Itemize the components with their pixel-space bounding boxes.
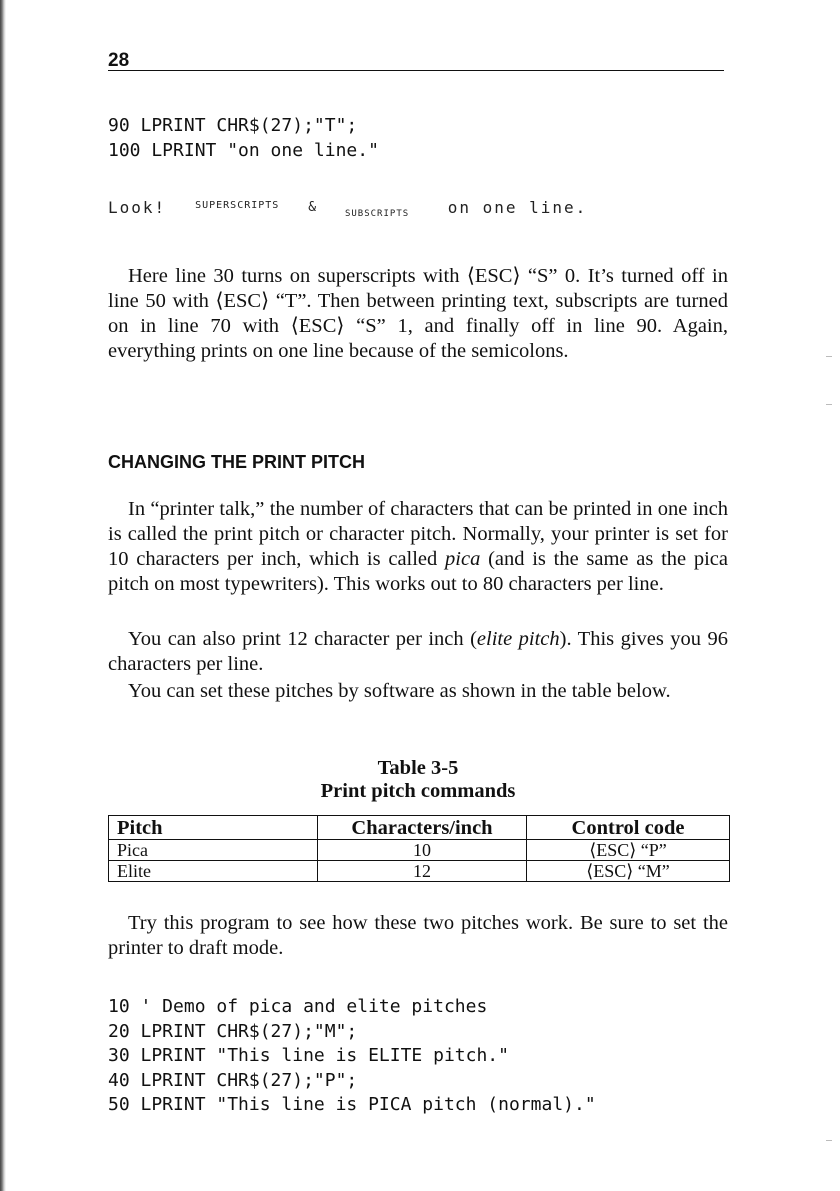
paragraph-text: You can also print 12 character per inch ( bbox=[128, 628, 477, 650]
paragraph-text: ). This gives you 96 characters per line. bbox=[108, 628, 728, 675]
italic-term-pica: pica bbox=[445, 548, 481, 570]
italic-term-elite: elite pitch bbox=[476, 628, 560, 650]
code-line: 20 LPRINT CHR$(27);"M"; bbox=[108, 1020, 358, 1042]
table-caption-title: Print pitch commands bbox=[320, 780, 516, 802]
table-cell: Elite bbox=[109, 861, 318, 882]
code-block-2 bbox=[108, 995, 596, 1118]
dot-output-look: Look! bbox=[108, 198, 167, 217]
table-header-cell: Pitch bbox=[109, 816, 318, 840]
table-row bbox=[109, 840, 730, 861]
page-number: 28 bbox=[108, 50, 130, 71]
table-cell: ⟨ESC⟩ “M” bbox=[527, 861, 730, 882]
paragraph-elite bbox=[108, 627, 728, 677]
table-cell: 12 bbox=[318, 861, 527, 882]
table-cell: Pica bbox=[109, 840, 318, 861]
table-header-cell: Control code bbox=[527, 816, 730, 840]
table-cell: 10 bbox=[318, 840, 527, 861]
code-line: 10 ' Demo of pica and elite pitches bbox=[108, 996, 488, 1017]
table-cell: ⟨ESC⟩ “P” bbox=[527, 840, 730, 861]
dot-output-tail: on one line. bbox=[447, 198, 588, 217]
paragraph-try-program: Try this program to see how these two pitches work. Be sure to set the printer to draft mode. bbox=[108, 912, 728, 959]
paragraph-software: You can set these pitches by software as shown in the table below. bbox=[128, 680, 671, 702]
dot-output-superscripts: SUPERSCRIPTS bbox=[195, 200, 280, 211]
code-line: 100 LPRINT "on one line." bbox=[108, 139, 379, 161]
paragraph-superscripts: Here line 30 turns on superscripts with ⟨ESC⟩ “S” 0. It’s turned off in line 50 with ⟨ESC⟩ “T”. Then between printing text, subscripts are turned on in line 70 with ⟨ESC⟩ “S” 1, and finally off in line 90. Again, everything prints on one line because of the semicolons. bbox=[108, 265, 728, 362]
paragraph-pitch-intro bbox=[108, 497, 728, 597]
paragraph-text: (and is the same as the pica pitch on most typewriters). This works out to 80 characters per line. bbox=[108, 548, 728, 595]
scan-edge-shadow bbox=[0, 0, 6, 1191]
dot-output-ampersand: & bbox=[308, 200, 317, 215]
table-header-row bbox=[109, 816, 730, 840]
pitch-table bbox=[108, 815, 730, 882]
code-line: 30 LPRINT "This line is ELITE pitch." bbox=[108, 1045, 509, 1066]
table-caption-number: Table 3-5 bbox=[377, 757, 459, 779]
margin-mark bbox=[826, 1140, 832, 1141]
dot-matrix-output bbox=[108, 198, 587, 217]
code-line: 90 LPRINT CHR$(27);"T"; bbox=[108, 115, 358, 136]
header-rule bbox=[108, 70, 724, 71]
margin-mark bbox=[826, 404, 832, 405]
paragraph-text: In “printer talk,” the number of characters that can be printed in one inch is called the print pitch or character pitch. Normally, your printer is set for 10 characters per inch, which is called bbox=[108, 498, 728, 570]
code-block-1 bbox=[108, 114, 379, 163]
table-row bbox=[109, 861, 730, 882]
code-line: 50 LPRINT "This line is PICA pitch (normal)." bbox=[108, 1094, 596, 1115]
margin-mark bbox=[826, 356, 832, 357]
dot-output-subscripts: SUBSCRIPTS bbox=[344, 209, 410, 219]
code-line: 40 LPRINT CHR$(27);"P"; bbox=[108, 1069, 358, 1091]
section-heading: CHANGING THE PRINT PITCH bbox=[108, 452, 366, 472]
table-header-cell: Characters/inch bbox=[318, 816, 527, 840]
